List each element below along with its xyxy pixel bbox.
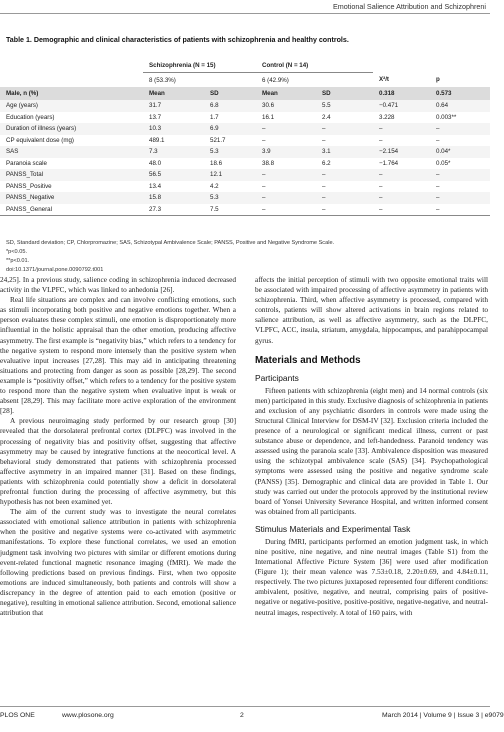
page-number: 2 [240, 712, 244, 719]
table-cell: 18.6 [210, 159, 223, 167]
paragraph: During fMRI, participants performed an emotion judgment task, in which nine positive, nine negative, and nine neutral images (Table S1) from the International Affective Picture System [36] were used after modification (Figure 1); their mean valence was 7.53±0.18, 2.20±0.69, and 4.84±0.11, respectively. The two pictures juxtaposed represented four different conditions: ambivalent, positive, negative, and neutral, comprising pairs of positive-negative or negative-positive, positive-positive, negative-negative, and neutral-neutral images, respectively. A total of 160 pairs, with [255, 536, 488, 617]
table-footnotes [6, 239, 486, 275]
group-header-control: Control (N = 14) [256, 58, 373, 73]
table-cell: – [373, 204, 430, 216]
issue-info: March 2014 | Volume 9 | Issue 3 | e9079 [382, 712, 504, 719]
subsection-heading: Stimulus Materials and Experimental Task [255, 523, 411, 534]
table-cell: PANSS_General [0, 204, 143, 216]
running-header: Emotional Salience Attribution and Schizophreni [332, 2, 486, 11]
table-cell: – [316, 123, 373, 135]
table-row [0, 112, 490, 124]
table-row [0, 181, 490, 193]
table-cell: – [256, 169, 316, 181]
p-header: p [436, 76, 440, 84]
count-control: 6 (42.9%) [262, 76, 289, 84]
table-cell: 13.4 [149, 182, 162, 190]
table-row [0, 146, 490, 158]
table-cell: 3.228 [379, 113, 395, 121]
table-cell: Mean [143, 87, 204, 100]
table-cell: 56.5 [143, 169, 204, 181]
table-cell: 38.8 [262, 159, 275, 167]
subsection-heading: Participants [255, 372, 299, 383]
table-cell: – [436, 136, 440, 144]
table-cell: 0.64 [430, 100, 490, 112]
table-cell: Duration of illness (years) [0, 123, 143, 135]
journal-url[interactable]: www.plosone.org [62, 712, 114, 719]
table-cell: – [436, 182, 440, 190]
table-caption: Table 1. Demographic and clinical characteristics of patients with schizophrenia and healthy controls. [6, 36, 349, 44]
table-cell: – [430, 169, 490, 181]
table-cell: PANSS_Total [0, 169, 143, 181]
table-cell: 2.4 [322, 113, 331, 121]
table-cell: 3.9 [256, 146, 316, 158]
paragraph: affects the initial perception of stimuli with two opposite emotional traits will be associated with impaired processing of affective asymmetry in patients with schizophrenia. Third, when affective asymmetry is processed, compared with controls, patients will show altered activations in brain regions related to salience attribution, as well as affective asymmetry, such as the DLPFC, VLPFC, ACC, insula, striatum, amygdala, hippocampus, and parahippocampal gyrus. [255, 275, 488, 345]
table-cell: SD [204, 87, 256, 100]
table-cell: 0.318 [373, 87, 430, 100]
paragraph: A previous neuroimaging study performed by our research group [30] revealed that the dorsolateral prefrontal cortex (DLPFC) was involved in the processing of negativity bias and positivity offset, suggesting that affective asymmetry may be caused by integrative functions at the neocortical level. A behavioral study demonstrated that patients with schizophrenia processed affective asymmetry in an impaired manner [31]. Based on these findings, patients with schizophrenia could potentially show a deficit in dorsolateral prefrontal function during the processing of affective asymmetry, but this hypothesis has not been examined yet. [0, 416, 236, 507]
table-cell: 27.3 [143, 204, 204, 216]
table-cell: – [430, 192, 490, 204]
table-cell: 1.7 [210, 113, 219, 121]
left-column [0, 275, 236, 618]
table-cell: 521.7 [210, 136, 226, 144]
table-cell: −0.471 [373, 100, 430, 112]
table-cell: 0.573 [430, 87, 490, 100]
table-cell: CP equivalent dose (mg) [6, 136, 74, 144]
table-doi[interactable]: doi:10.1371/journal.pone.0090792.t001 [6, 267, 104, 273]
table-cell: 6.9 [204, 123, 256, 135]
table-cell: SAS [0, 146, 143, 158]
table-row [0, 123, 490, 135]
table-row [0, 158, 490, 170]
table-cell: – [430, 123, 490, 135]
table-group-header-row [0, 58, 490, 73]
table-cell: – [262, 182, 266, 190]
table-row [0, 169, 490, 181]
footnote-p05: *p<0.05. [6, 249, 27, 255]
paragraph: Fifteen patients with schizophrenia (eight men) and 14 normal controls (six men) participated in this study. Exclusive diagnosis of schizophrenia in patients and exclusion of any psychiatric disorders in controls were made using the Structural Clinical Interview for DSM-IV [32]. Exclusion criteria included the presence of a neurological or significant medical illness, current or past substance abuse or dependence, and left-handedness. Paranoid tendency was assessed using the paranoia scale [33]. Ambivalence disposition was measured using the schizotypal ambivalence scale (SAS) [34]. Psychopathological symptoms were assessed using the positive and negative syndrome scale (PANSS) [35]. Demographic and clinical data are provided in Table 1. Our study was carried out under the protocols approved by the institutional review board of Yonsei University Severance Hospital, and written informed consent was obtained from all participants. [255, 385, 488, 516]
journal-name: PLOS ONE [0, 712, 35, 719]
table-cell: 16.1 [262, 113, 275, 121]
table-cell: PANSS_Negative [0, 192, 143, 204]
table-cell: 0.04* [430, 146, 490, 158]
table-row [0, 204, 490, 216]
table-cell: 5.3 [204, 192, 256, 204]
stat-header: X²/t [379, 76, 389, 84]
table-cell: – [316, 192, 373, 204]
table-cell: – [373, 192, 430, 204]
table-cell: 0.003** [436, 113, 457, 121]
table-cell: Paranoia scale [6, 159, 47, 167]
table-cell: Male, n (%) [0, 87, 143, 100]
table-count-row [0, 73, 490, 88]
section-heading: Materials and Methods [255, 354, 361, 366]
table-cell: 4.2 [210, 182, 219, 190]
table-cell: −2.154 [373, 146, 430, 158]
table-cell: – [379, 182, 383, 190]
table-cell: – [379, 136, 383, 144]
table-row [0, 135, 490, 147]
group-header-schizophrenia: Schizophrenia (N = 15) [143, 58, 256, 73]
table-cell: 5.5 [316, 100, 373, 112]
table-cell: – [262, 136, 266, 144]
table-cell: – [256, 192, 316, 204]
table-cell: 0.05* [436, 159, 451, 167]
table-cell: 48.0 [149, 159, 162, 167]
table-cell: – [316, 169, 373, 181]
table-cell: Age (years) [0, 100, 143, 112]
table-row [0, 100, 490, 112]
table-cell: 31.7 [143, 100, 204, 112]
table-cell: Mean [256, 87, 316, 100]
table-cell: – [430, 204, 490, 216]
table-cell: 15.8 [143, 192, 204, 204]
table-cell: – [322, 136, 326, 144]
footnote-p01: **p<0.01. [6, 258, 30, 264]
count-schizophrenia: 8 (53.3%) [149, 76, 176, 84]
table-cell: – [373, 169, 430, 181]
table-cell: −1.764 [379, 159, 399, 167]
footer-rule [0, 706, 490, 707]
table-cell: – [256, 204, 316, 216]
table-cell: SD [316, 87, 373, 100]
table-cell: – [322, 182, 326, 190]
table-header-row [0, 87, 490, 100]
table-cell: 7.5 [204, 204, 256, 216]
table-cell: – [256, 123, 316, 135]
paragraph: The aim of the current study was to investigate the neural correlates associated with emotional salience attribution in patients with schizophrenia when the positive and negative systems were co-activated with asymmetric manifestations. To explore these functional correlates, we used an emotion judgment task involving two pictures with similar or different emotions during event-related functional magnetic resonance imaging (fMRI). We made the following predictions based on previous findings. First, when two opposite emotions are induced simultaneously, both patients and controls will show a discrepancy in the degree of attention paid to each emotion (positive or negative), resulting in emotional salience attribution. Second, emotional salience attribution that [0, 507, 236, 618]
right-column [255, 275, 488, 618]
table-cell: – [373, 123, 430, 135]
header-rule [0, 13, 490, 14]
paragraph: Real life situations are complex and can involve conflicting emotions, such as stimuli incorporating both positive and negative emotions together. When a person evaluates these complex stimuli, one emotion is disproportionately more influential in the holistic appraisal than the other emotion, producing affective asymmetry. The first example is “negativity bias,” which refers to a tendency for the negative system to respond more intensely than the positive system when evaluative input increases [27,28]. This may aid in anticipating threatening situations and protecting from danger as soon as possible [28,29]. The second example is “positivity offset,” which refers to a tendency for the positive system to respond more than the negative system when evaluative input is weak or absent [28,29]. This may facilitate more active exploration of the environment [28]. [0, 295, 236, 416]
table-cell: 6.2 [322, 159, 331, 167]
table-cell: 5.3 [204, 146, 256, 158]
table-cell: 6.8 [204, 100, 256, 112]
table-cell: 7.3 [143, 146, 204, 158]
table-cell: 30.6 [256, 100, 316, 112]
paragraph: 24,25]. In a previous study, salience coding in schizophrenia induced decreased activity in the VLPFC, which was linked to anhedonia [26]. [0, 275, 236, 295]
table-row [0, 192, 490, 204]
table-cell: 12.1 [204, 169, 256, 181]
table-cell: 10.3 [143, 123, 204, 135]
table-cell: Education (years) [6, 113, 55, 121]
footnote-abbreviations: SD, Standard deviation; CP, Chlorpromazine; SAS, Schizotypal Ambivalence Scale; PANSS, Positive and Negative Syndrome Scale. [6, 240, 335, 246]
table-cell: 3.1 [316, 146, 373, 158]
demographics-table [0, 58, 490, 216]
table-cell: 13.7 [149, 113, 162, 121]
table-cell: PANSS_Positive [6, 182, 52, 190]
table-cell: – [316, 204, 373, 216]
table-cell: 489.1 [149, 136, 165, 144]
